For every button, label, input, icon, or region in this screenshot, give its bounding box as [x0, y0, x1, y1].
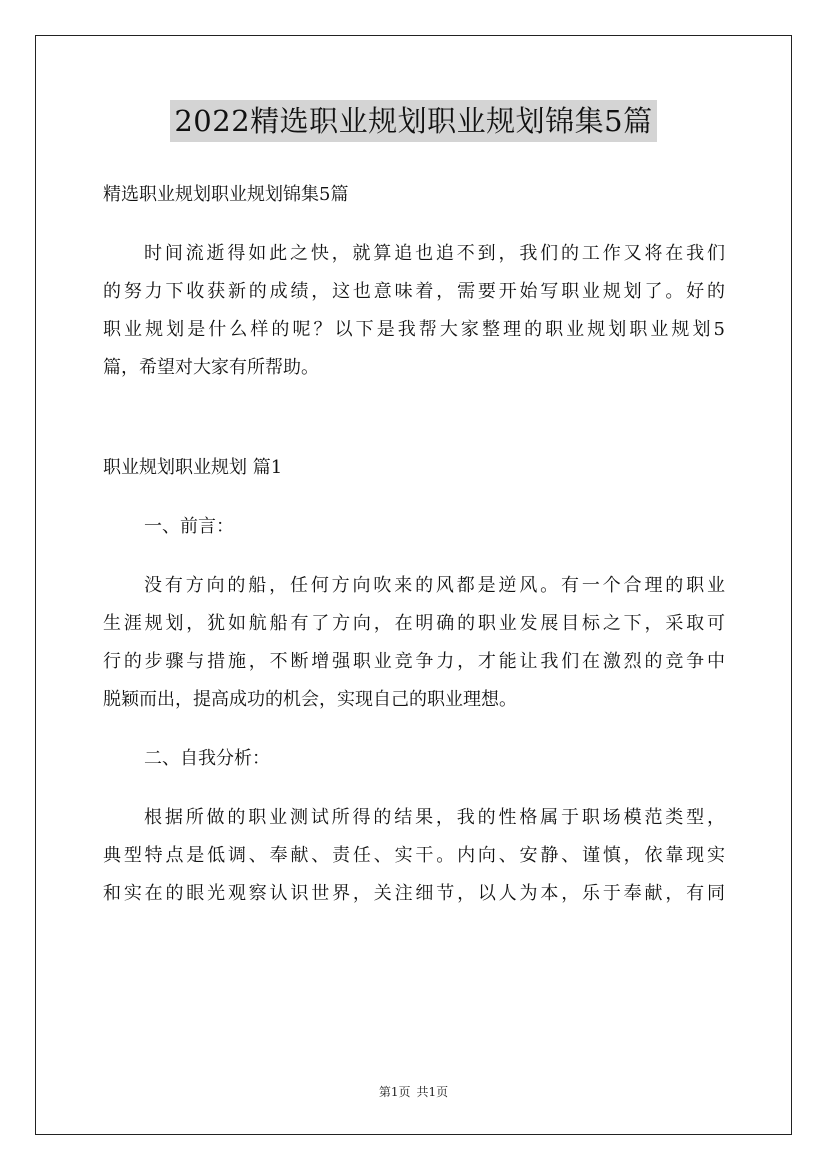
- analysis-paragraph: [103, 799, 725, 913]
- paragraph-line: 生涯规划，犹如航船有了方向，在明确的职业发展目标之下，采取可: [103, 613, 725, 634]
- intro-paragraph: [103, 235, 725, 387]
- document-title: 2022精选职业规划职业规划锦集5篇: [170, 100, 656, 142]
- paragraph-line: 篇，希望对大家有所帮助。: [103, 357, 319, 378]
- paragraph-line: 时间流逝得如此之快，就算追也追不到，我们的工作又将在我们: [144, 243, 725, 264]
- paragraph-line: 行的步骤与措施，不断增强职业竞争力，才能让我们在激烈的竞争中: [103, 651, 725, 672]
- title-container: [0, 100, 827, 142]
- page-footer: [0, 1084, 827, 1100]
- page-number-current: 第1页: [378, 1085, 411, 1099]
- paragraph-line: 根据所做的职业测试所得的结果，我的性格属于职场模范类型，: [144, 807, 725, 828]
- preface-paragraph: [103, 567, 725, 719]
- paragraph-line: 脱颖而出，提高成功的机会，实现自己的职业理想。: [103, 689, 517, 710]
- paragraph-line: 和实在的眼光观察认识世界，关注细节，以人为本，乐于奉献，有同: [103, 883, 725, 904]
- paragraph-line: 职业规划是什么样的呢？以下是我帮大家整理的职业规划职业规划5: [103, 319, 725, 340]
- page-number-total: 共1页: [416, 1085, 449, 1099]
- paragraph-line: 典型特点是低调、奉献、责任、实干。内向、安静、谨慎，依靠现实: [103, 845, 725, 866]
- section-heading: 职业规划职业规划 篇1: [103, 457, 283, 478]
- subheading-self-analysis: 二、自我分析：: [144, 748, 270, 769]
- paragraph-line: 没有方向的船，任何方向吹来的风都是逆风。有一个合理的职业: [144, 575, 725, 596]
- document-subtitle: 精选职业规划职业规划锦集5篇: [103, 184, 349, 205]
- document-body: [103, 176, 725, 913]
- subheading-preface: 一、前言：: [144, 516, 234, 537]
- paragraph-line: 的努力下收获新的成绩，这也意味着，需要开始写职业规划了。好的: [103, 281, 725, 302]
